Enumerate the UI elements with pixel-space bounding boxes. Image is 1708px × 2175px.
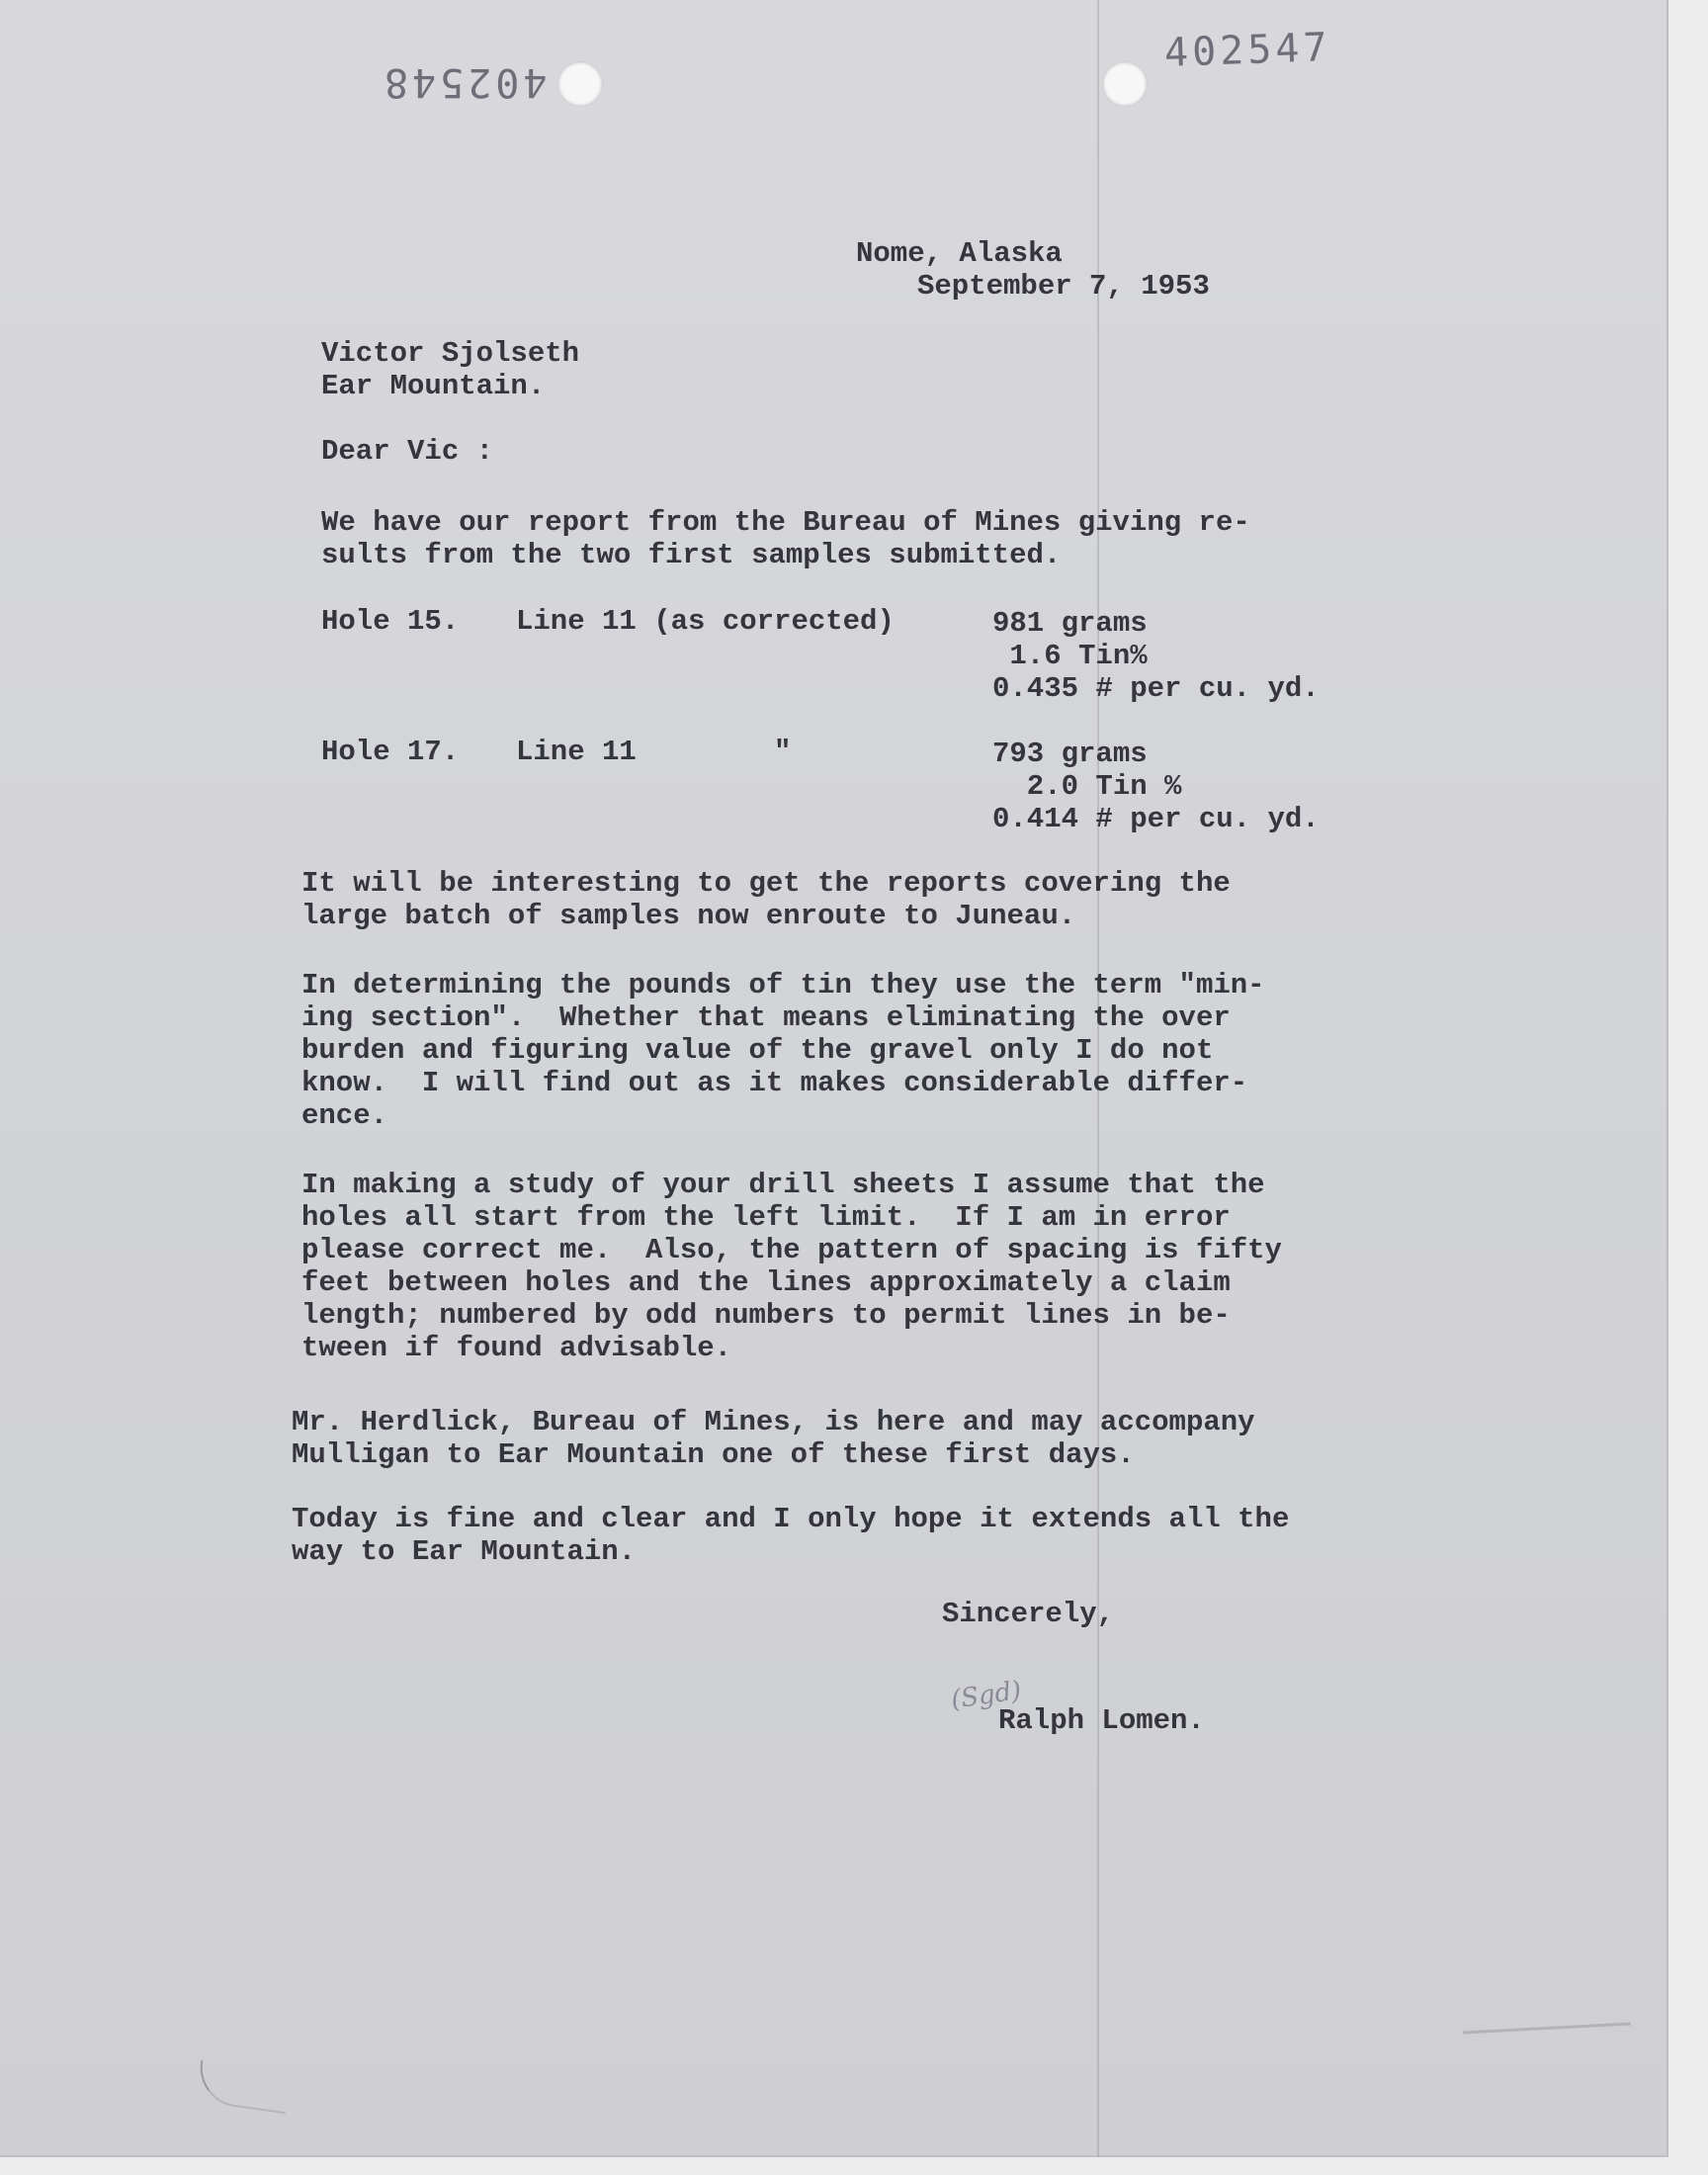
paragraph-5-line-2: way to Ear Mountain. [292,1535,637,1568]
stamp-number-right: 402547 [1163,25,1332,76]
paragraph-4-line-2: Mulligan to Ear Mountain one of these first days. [292,1438,1135,1471]
sample-2-value-tin: 2.0 Tin % [992,770,1182,803]
stamp-number-left: 402548 [381,59,548,105]
paragraph-2-line-3: burden and figuring value of the gravel only I do not [301,1034,1214,1067]
sample-1-hole: Hole 15. [321,605,460,638]
signature-scribble: (Sgd) [949,1676,1024,1715]
smudge-mark [1463,2023,1631,2035]
intro-line-1: We have our report from the Bureau of Mines giving re- [321,506,1250,539]
recipient-name: Victor Sjolseth [321,337,580,370]
paragraph-3-line-2: holes all start from the left limit. If I am in error [301,1201,1231,1234]
sample-2-line: Line 11 " [516,736,792,768]
paragraph-5-line-1: Today is fine and clear and I only hope it extends all the [292,1503,1290,1535]
paragraph-2-line-4: know. I will find out as it makes considerable differ- [301,1067,1248,1099]
paragraph-3-line-5: length; numbered by odd numbers to permit lines in be- [301,1299,1231,1332]
paragraph-1-line-1: It will be interesting to get the reports covering the [301,867,1231,900]
intro-line-2: sults from the two first samples submitted. [321,539,1062,571]
punch-hole-right [1102,61,1148,107]
dateline-date: September 7, 1953 [917,270,1210,303]
paragraph-1-line-2: large batch of samples now enroute to Juneau. [301,900,1076,932]
salutation: Dear Vic : [321,435,494,468]
sample-1-value-tin: 1.6 Tin% [992,640,1148,672]
paragraph-3-line-6: tween if found advisable. [301,1332,732,1364]
signature-name: Ralph Lomen. [998,1704,1205,1737]
closing: Sincerely, [942,1598,1115,1630]
sample-1-value-yield: 0.435 # per cu. yd. [992,672,1320,705]
sample-2-value-yield: 0.414 # per cu. yd. [992,803,1320,835]
paragraph-2-line-1: In determining the pounds of tin they use the term "min- [301,969,1265,1001]
paragraph-4-line-1: Mr. Herdlick, Bureau of Mines, is here and may accompany [292,1406,1255,1438]
sample-1-value-grams: 981 grams [992,607,1148,640]
paragraph-3-line-3: please correct me. Also, the pattern of spacing is fifty [301,1234,1282,1266]
paragraph-2-line-5: ence. [301,1099,388,1132]
recipient-location: Ear Mountain. [321,370,546,402]
dateline-place: Nome, Alaska [856,237,1063,270]
sample-2-value-grams: 793 grams [992,738,1148,770]
pencil-mark [196,2060,292,2114]
paragraph-3-line-1: In making a study of your drill sheets I assume that the [301,1169,1265,1201]
paragraph-3-line-4: feet between holes and the lines approximately a claim [301,1266,1231,1299]
punch-hole-left [557,61,603,107]
sample-2-hole: Hole 17. [321,736,460,768]
paragraph-2-line-2: ing section". Whether that means eliminating the over [301,1001,1231,1034]
sample-1-line: Line 11 (as corrected) [516,605,895,638]
